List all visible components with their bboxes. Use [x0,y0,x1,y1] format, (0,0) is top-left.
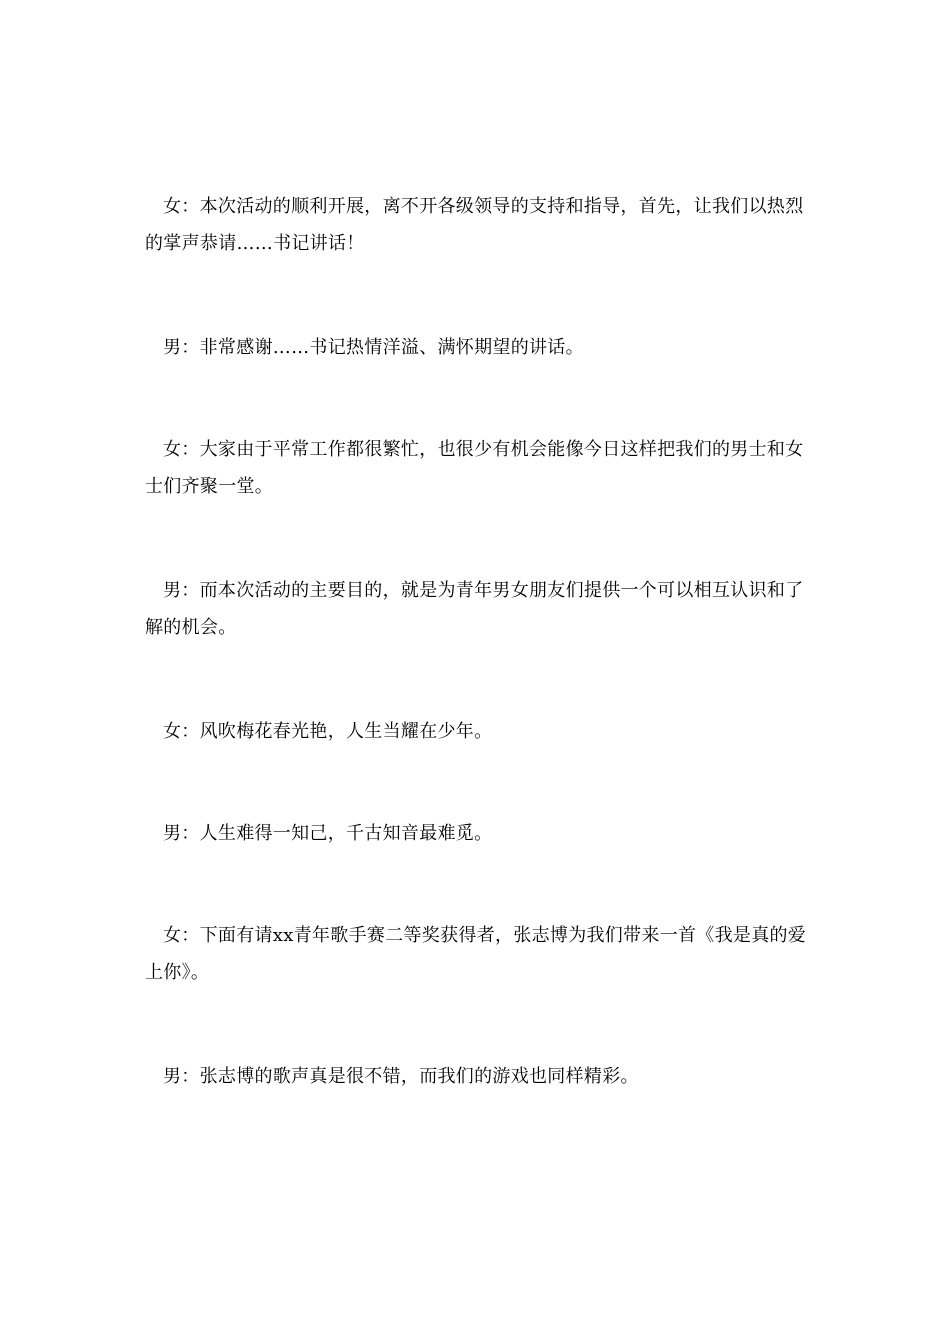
paragraph: 女：本次活动的顺利开展，离不开各级领导的支持和指导，首先，让我们以热烈的掌声恭请……书记讲话！ [145,196,804,254]
paragraph: 男：张志博的歌声真是很不错，而我们的游戏也同样精彩。 [163,1066,639,1087]
paragraph: 女：风吹梅花春光艳，人生当耀在少年。 [163,721,493,742]
paragraph: 男：而本次活动的主要目的，就是为青年男女朋友们提供一个可以相互认识和了解的机会。 [145,580,804,638]
paragraph: 女：下面有请xx青年歌手赛二等奖获得者，张志博为我们带来一首《我是真的爱上你》。 [145,925,807,983]
paragraph: 男：非常感谢……书记热情洋溢、满怀期望的讲话。 [163,337,584,358]
paragraph: 男：人生难得一知己，千古知音最难觅。 [163,823,493,844]
paragraph: 女：大家由于平常工作都很繁忙，也很少有机会能像今日这样把我们的男士和女士们齐聚一堂。 [145,439,804,497]
